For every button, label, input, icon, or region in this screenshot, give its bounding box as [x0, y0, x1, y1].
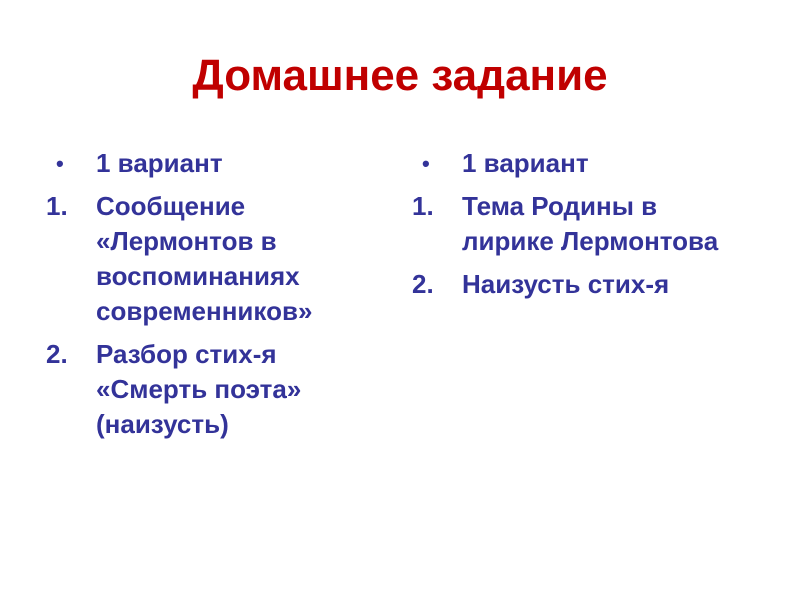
list-item — [46, 189, 376, 329]
list-item-text: Тема Родины в лирике Лермонтова — [462, 191, 719, 256]
number-marker: 1. — [412, 191, 434, 221]
list-item — [46, 146, 376, 181]
list-item — [412, 146, 752, 181]
slide-title: Домашнее задание — [192, 51, 608, 100]
number-marker: 2. — [412, 269, 434, 299]
list-item-text: 1 вариант — [96, 148, 223, 178]
list-item — [412, 189, 752, 259]
list-item — [46, 337, 376, 442]
bullet-marker: • — [56, 151, 64, 176]
right-column — [412, 146, 752, 310]
left-column — [46, 146, 376, 450]
list-item-text: 1 вариант — [462, 148, 589, 178]
number-marker: 1. — [46, 191, 68, 221]
list-item-text: Сообщение «Лермонтов в воспоминаниях современников» — [96, 191, 313, 326]
list-item — [412, 267, 752, 302]
bullet-marker: • — [422, 151, 430, 176]
number-marker: 2. — [46, 339, 68, 369]
list-item-text: Разбор стих-я «Смерть поэта» (наизусть) — [96, 339, 302, 439]
list-item-text: Наизусть стих-я — [462, 269, 670, 299]
